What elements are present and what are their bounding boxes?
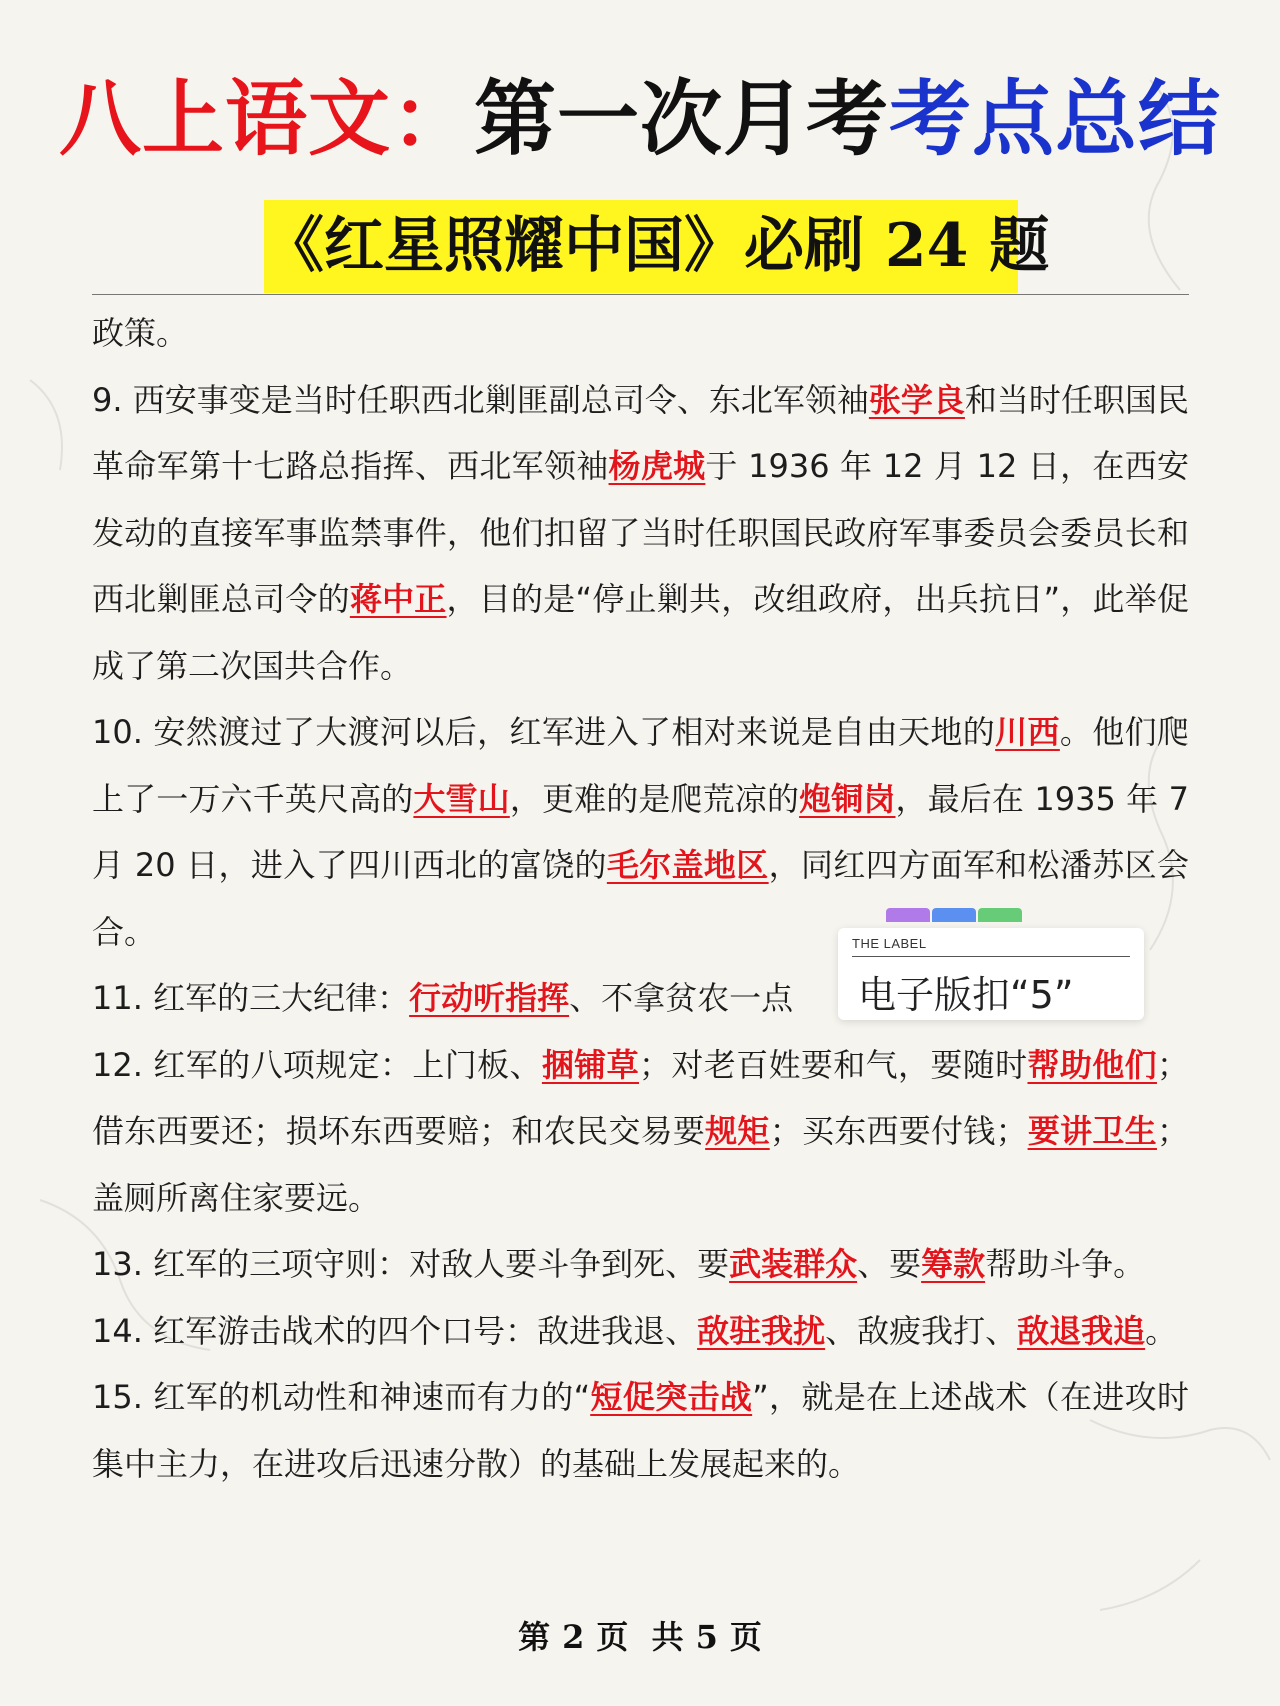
paragraph-text: 、要 xyxy=(857,1245,922,1283)
answer-keyword: 武装群众 xyxy=(729,1245,858,1283)
paragraph-text: 9. 西安事变是当时任职西北剿匪副总司令、东北军领袖 xyxy=(92,380,869,419)
paragraph-text: 。他们爬上了一万六千英尺高的 xyxy=(92,713,1189,818)
paragraph-text: 10. 安然渡过了大渡河以后，红军进入了相对来说是自由天地的 xyxy=(92,713,996,751)
title-grade-subject: 八上语文： xyxy=(58,72,474,167)
answer-keyword: 规矩 xyxy=(705,1112,770,1150)
page-footer xyxy=(0,1612,1280,1658)
page-title xyxy=(0,70,1280,170)
sticker-label: THE LABEL xyxy=(852,936,927,951)
header-divider xyxy=(92,294,1189,295)
title-summary: 考点总结 xyxy=(889,72,1222,167)
answer-keyword: 捆铺草 xyxy=(541,1045,640,1084)
paragraph xyxy=(92,300,1189,367)
paragraph xyxy=(92,1298,1189,1365)
sticker-divider xyxy=(852,956,1130,957)
footer-page-number: 2 xyxy=(562,1618,585,1656)
footer-total-number: 5 xyxy=(695,1618,718,1656)
paragraph-text: 政策。 xyxy=(92,314,189,352)
answer-keyword: 要讲卫生 xyxy=(1027,1112,1157,1150)
paragraph-text: 、敌疲我打、 xyxy=(825,1311,1018,1350)
answer-keyword: 敌驻我扰 xyxy=(697,1311,826,1350)
sticker-text: 电子版扣“5” xyxy=(858,973,1074,1017)
footer-total-word: 共 xyxy=(651,1618,684,1656)
answer-keyword: 川西 xyxy=(995,713,1060,751)
paragraph-text: 。 xyxy=(1145,1311,1178,1350)
answer-keyword: 大雪山 xyxy=(413,779,510,818)
answer-keyword: 短促突击战 xyxy=(590,1378,753,1416)
paragraph xyxy=(92,699,1189,965)
paragraph-text: 帮助斗争。 xyxy=(985,1245,1146,1283)
paragraph xyxy=(92,1364,1189,1497)
paragraph-text: 12. 红军的八项规定：上门板、 xyxy=(92,1045,542,1084)
paragraph-text: 14. 红军游击战术的四个口号：敌进我退、 xyxy=(92,1311,698,1350)
answer-keyword: 行动听指挥 xyxy=(409,979,570,1017)
question-list xyxy=(92,300,1189,1497)
paragraph-text: 、不拿贫农一点 xyxy=(569,979,794,1017)
answer-keyword: 毛尔盖地区 xyxy=(606,846,769,884)
subtitle: 《红星照耀中国》必刷 24 题 xyxy=(264,211,1050,281)
label-sticker xyxy=(838,928,1144,1020)
paragraph xyxy=(92,367,1189,700)
paragraph-text: 13. 红军的三项守则：对敌人要斗争到死、要 xyxy=(92,1245,730,1283)
paragraph-text: ，更难的是爬荒凉的 xyxy=(509,779,800,818)
paragraph-text: 11. 红军的三大纪律： xyxy=(92,979,410,1017)
answer-keyword: 筹款 xyxy=(921,1245,986,1283)
footer-page-word: 第 xyxy=(518,1618,551,1656)
paragraph-text: ；对老百姓要和气，要随时 xyxy=(639,1045,1028,1084)
paragraph-text: 和当时任职国民革命军第十七路总指挥、西北军领袖 xyxy=(92,380,1189,485)
sticker-tabs xyxy=(886,908,1022,922)
paragraph-text: ；买东西要付钱； xyxy=(769,1112,1028,1150)
sticker-tab-green xyxy=(978,908,1022,922)
answer-keyword: 帮助他们 xyxy=(1027,1045,1157,1084)
sticker-tab-purple xyxy=(886,908,930,922)
paragraph-text: ；盖厕所离住家要远。 xyxy=(92,1112,1189,1217)
answer-keyword: 杨虎城 xyxy=(608,447,706,485)
answer-keyword: 张学良 xyxy=(868,380,965,419)
paragraph-text: ，同红四方面军和松潘苏区会合。 xyxy=(92,846,1189,951)
answer-keyword: 炮铜岗 xyxy=(799,779,896,818)
sticker-tab-blue xyxy=(932,908,976,922)
answer-keyword: 蒋中正 xyxy=(349,580,447,618)
title-exam: 第一次月考 xyxy=(473,72,889,167)
paragraph-text: ；借东西要还；损坏东西要赔；和农民交易要 xyxy=(92,1045,1189,1150)
footer-total-unit: 页 xyxy=(729,1618,762,1656)
paragraph-text: ，目的是“停止剿共，改组政府，出兵抗日”，此举促成了第二次国共合作。 xyxy=(92,580,1189,685)
footer-page-unit: 页 xyxy=(596,1618,629,1656)
paragraph-text: ，最后在 1935 年 7 月 20 日，进入了四川西北的富饶的 xyxy=(92,779,1189,884)
answer-keyword: 敌退我追 xyxy=(1017,1311,1146,1350)
paragraph-text: 15. 红军的机动性和神速而有力的“ xyxy=(92,1378,591,1416)
paragraph xyxy=(92,1231,1189,1298)
paragraph-text: 于 1936 年 12 月 12 日，在西安发动的直接军事监禁事件，他们扣留了当时任职国民政府军事委员会委员长和西北剿匪总司令的 xyxy=(92,447,1189,618)
paragraph-text: ”，就是在上述战术（在进攻时集中主力，在进攻后迅速分散）的基础上发展起来的。 xyxy=(92,1378,1189,1483)
paragraph xyxy=(92,1032,1189,1232)
